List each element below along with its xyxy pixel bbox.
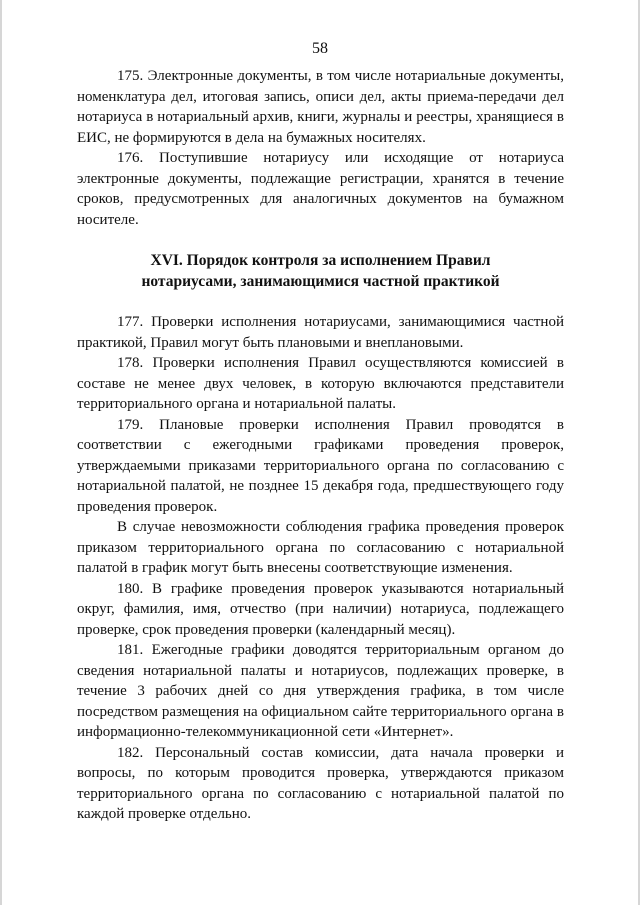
document-body (77, 66, 564, 825)
paragraph-180: 180. В графике проведения проверок указываются нотариальный округ, фамилия, имя, отчество (при наличии) нотариуса, подлежащего проверке, срок проведения проверки (календарный месяц). (77, 580, 564, 638)
paragraph-179: 179. Плановые проверки исполнения Правил проводятся в соответствии с ежегодными графиками проведения проверок, утверждаемыми приказами территориального органа по согласованию с нотариальной палатой, не позднее 15 декабря года, предшествующего году проведения проверок. (77, 416, 564, 515)
paragraph-182: 182. Персональный состав комиссии, дата начала проверки и вопросы, по которым проводится проверка, утверждаются приказом территориального органа по согласованию с нотариальной палатой по каждой проверке отдельно. (77, 744, 564, 822)
paragraph-179-continuation: В случае невозможности соблюдения графика проведения проверок приказом территориального органа по согласованию с нотариальной палатой в график могут быть внесены соответствующие изменения. (77, 519, 564, 576)
paragraph-181: 181. Ежегодные графики доводятся территориальным органом до сведения нотариальной палаты и нотариусов, подлежащих проверке, в течение 3 рабочих дней со дня утверждения графика, в том числе посредством размещения на официальном сайте территориального органа в информационно-телекоммуникационной сети «Интернет». (77, 642, 564, 740)
paragraph-178: 178. Проверки исполнения Правил осуществляются комиссией в составе не менее двух человек, в которую включаются представители территориального органа и нотариальной палаты. (77, 355, 564, 412)
paragraph-177: 177. Проверки исполнения нотариусами, занимающимися частной практикой, Правил могут быть плановыми и внеплановыми. (77, 314, 564, 351)
paragraph-176: 176. Поступившие нотариусу или исходящие от нотариуса электронные документы, подлежащие регистрации, хранятся в течение сроков, предусмотренных для аналогичных документов на бумажном носителе. (77, 150, 564, 228)
page-number: 58 (312, 40, 328, 57)
section-heading (77, 250, 564, 292)
section-heading-line-2: нотариусами, занимающимися частной практикой (141, 273, 500, 290)
section-heading-line-1: XVI. Порядок контроля за исполнением Правил (150, 252, 491, 269)
paragraph-175: 175. Электронные документы, в том числе нотариальные документы, номенклатура дел, итоговая запись, описи дел, акты приема-передачи дел нотариуса в нотариальный архив, книги, журналы и реестры, хранящиеся в ЕИС, не формируются в дела на бумажных носителях. (77, 68, 564, 146)
